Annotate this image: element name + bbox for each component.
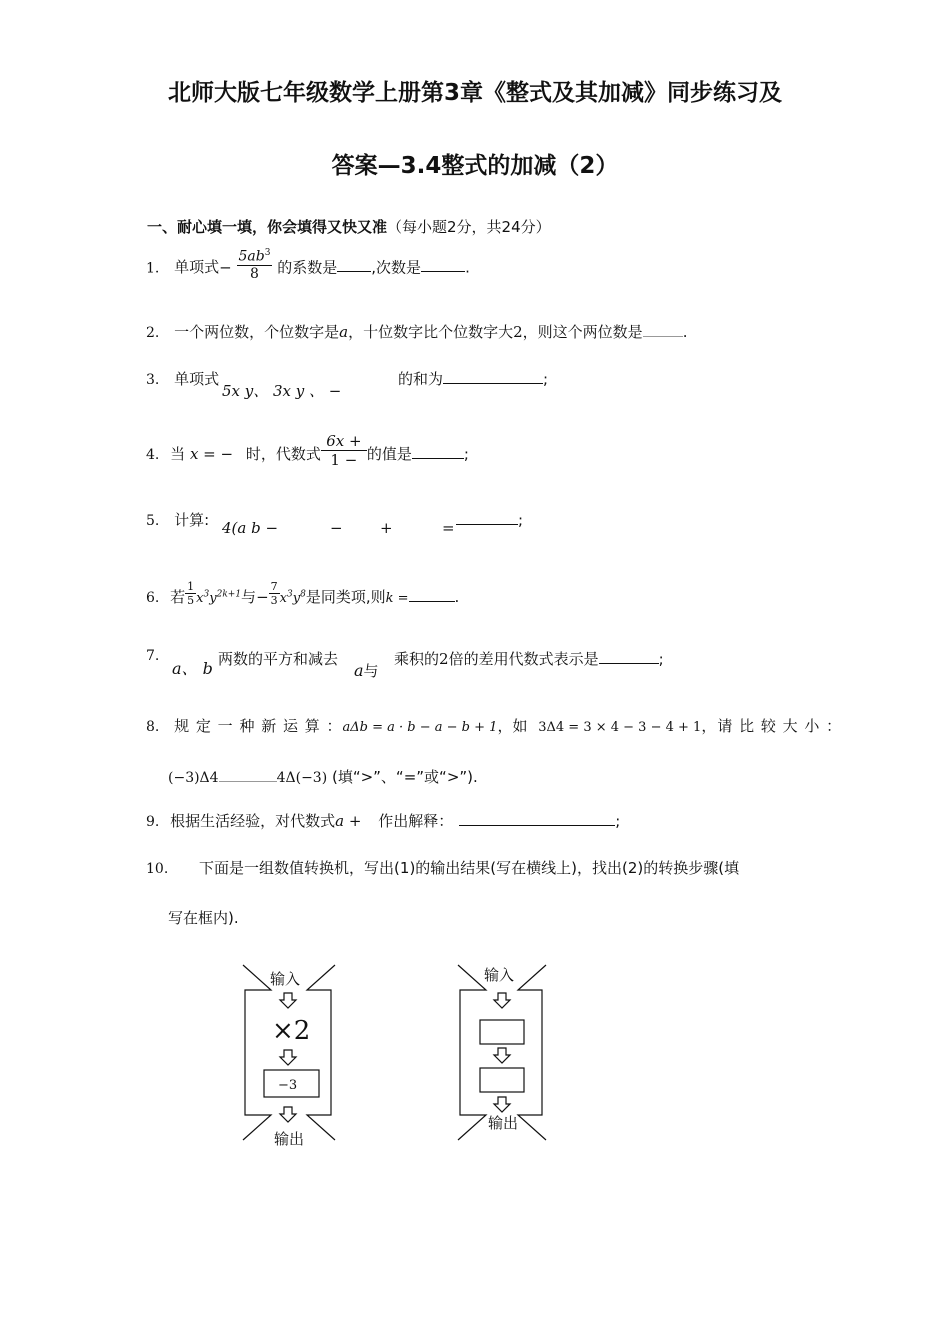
machine-1-frame-left [243, 965, 271, 1140]
q6-fraction-2 [269, 580, 280, 607]
question-number: 8. [146, 719, 160, 735]
down-arrow-icon [494, 1097, 510, 1112]
q4-fraction [321, 432, 367, 469]
machine-1-frame-right [307, 965, 335, 1140]
q6-blank[interactable] [409, 586, 455, 602]
q3-blank[interactable] [443, 368, 543, 384]
q1-blank-2[interactable] [421, 256, 465, 272]
q4-mid2: 的值是 [366, 445, 412, 463]
question-5 [146, 509, 209, 530]
machine-2-input-label: 输入 [484, 966, 515, 984]
q6-t1-exp2: 2k+1 [216, 589, 242, 600]
q8-example: 3Δ4 = 3 × 4 − 3 − 4 + 1 [538, 720, 702, 735]
q4-frac-bottom: 1 − [330, 451, 358, 469]
q6-t1-x: x [196, 591, 204, 606]
q4-blank[interactable] [412, 443, 464, 459]
q6-f2-bottom: 3 [270, 594, 278, 607]
question-number: 4. [146, 447, 160, 463]
q1-frac-exp: 3 [264, 248, 271, 258]
machine-2-step-box-2 [480, 1068, 524, 1092]
machine-2-frame-left [458, 965, 486, 1140]
q7-var2: a [354, 661, 364, 680]
q8-mid: ，如 [497, 717, 528, 735]
q6-fraction-1 [185, 580, 196, 607]
q5-answer [456, 509, 523, 529]
q6-mid2: 是同类项,则 [305, 588, 386, 606]
machine-1-step-2: −3 [278, 1078, 298, 1093]
machine-2-step-box-1 [480, 1020, 524, 1044]
q7-mid4: 倍的差用代数式表示是 [448, 650, 599, 668]
q6-f2-top: 7 [270, 580, 278, 593]
q6-f1-bottom: 5 [187, 594, 195, 607]
machine-1-step-1: ×2 [272, 1016, 311, 1046]
q2-number: 2 [513, 323, 523, 341]
q5-blank[interactable] [456, 509, 518, 525]
q6-neg: − [256, 588, 269, 606]
q8-blank[interactable] [219, 766, 277, 782]
q7-number: 7. [146, 648, 160, 664]
q6-term-2 [280, 591, 306, 606]
q6-var: k = [385, 591, 409, 606]
q7-var2-group [354, 660, 379, 681]
q7-end: ; [658, 650, 664, 668]
q7-text-1: 两数的平方和减去 [218, 650, 339, 668]
q6-t1-y: y [209, 591, 217, 606]
q4-condition: x = − [189, 445, 234, 463]
q9-mid: 作出解释： [378, 812, 454, 830]
q9-prefix: 根据生活经验，对代数式 [170, 812, 336, 830]
section-heading [147, 216, 551, 237]
question-8-line-2 [168, 766, 478, 787]
q7-number-2: 2 [439, 650, 449, 668]
q6-t1-exp1: 3 [203, 589, 210, 600]
q5-end: ; [518, 511, 524, 529]
q3-end: ; [543, 370, 549, 388]
down-arrow-icon [280, 993, 296, 1008]
q2-end: . [682, 323, 688, 341]
q6-f1-top: 1 [187, 580, 195, 593]
q3-mid: 的和为 [398, 370, 444, 388]
question-3 [146, 368, 219, 389]
q4-mid: 时，代数式 [245, 445, 321, 463]
question-1 [146, 248, 470, 282]
q1-prefix: 单项式 [174, 258, 220, 277]
question-7 [394, 648, 664, 669]
title-line-2: 答案—3.4整式的加减（2） [331, 153, 619, 179]
question-8 [146, 715, 842, 736]
q5-op2: + [380, 519, 393, 537]
q5-prefix: 计算: [174, 511, 210, 529]
down-arrow-icon [494, 1048, 510, 1063]
question-number: 6. [146, 590, 160, 606]
question-10 [146, 857, 739, 878]
q4-frac-top: 6x + [321, 432, 367, 451]
q1-frac-bottom: 8 [250, 265, 259, 282]
q1-mid: 的系数是 [277, 258, 338, 277]
section-title: 一、耐心填一填，你会填得又快又准 [147, 218, 388, 236]
q1-neg-sign: − [219, 258, 232, 277]
question-2 [146, 321, 687, 342]
q8-definition: aΔb = a · b − a − b + 1 [342, 720, 498, 735]
q9-expr: a + [335, 812, 362, 830]
question-6 [146, 580, 460, 607]
title-line-1: 北师大版七年级数学上册第3章《整式及其加减》同步练习及 [167, 80, 782, 106]
question-number: 1. [146, 260, 160, 277]
q3-prefix: 单项式 [174, 370, 220, 388]
q7-with: 与 [363, 662, 379, 680]
question-4 [146, 432, 469, 469]
q2-mid: ，十位数字比个位数字大 [348, 323, 514, 341]
q10-line-1: 下面是一组数值转换机，写出(1)的输出结果(写在横线上)，找出(2)的转换步骤(填 [199, 859, 740, 877]
q8-prefix: 规 定 一 种 新 运 算 ： [174, 717, 343, 735]
q7-vars: a、 b [172, 659, 213, 678]
q8-right-expr: 4Δ(−3) [276, 770, 328, 786]
q5-expr: 4(a b − [222, 519, 279, 537]
q7-mid3: 乘积的 [394, 650, 440, 668]
question-9 [146, 810, 620, 831]
q8-left-expr: (−3)Δ4 [168, 770, 219, 786]
q1-comma: , [371, 258, 377, 277]
q5-op3: = [442, 519, 455, 537]
q6-end: . [454, 588, 460, 606]
question-10-line-2: 写在框内). [168, 909, 239, 927]
q1-frac-top: 5ab [238, 248, 265, 265]
machine-1-output-label: 输出 [274, 1130, 305, 1148]
machine-2-frame-right [518, 965, 546, 1140]
question-number: 9. [146, 814, 160, 830]
q6-t2-exp2: 8 [300, 589, 306, 600]
question-number: 2. [146, 325, 160, 341]
q2-var: a [339, 323, 349, 341]
q1-fraction [237, 248, 273, 282]
q6-prefix: 若 [170, 588, 186, 606]
q6-t2-x: x [279, 591, 287, 606]
q3-math: 5x y、 3x y 、 − [222, 382, 342, 400]
question-number: 3. [146, 372, 160, 388]
q9-end: ; [615, 812, 621, 830]
q6-mid: 与 [241, 588, 257, 606]
q2-blank[interactable] [643, 321, 683, 337]
q8-end: ，请 比 较 大 小 ： [701, 717, 843, 735]
q4-prefix: 当 [170, 445, 186, 463]
q8-hint: (填“>”、“=”或“>”). [331, 768, 478, 786]
q7-blank[interactable] [599, 648, 659, 664]
q1-mid2: 次数是 [376, 258, 422, 277]
q6-t2-exp1: 3 [286, 589, 293, 600]
q1-blank-1[interactable] [337, 256, 371, 272]
q6-term-1 [196, 591, 241, 606]
q5-op1: − [330, 519, 343, 537]
question-number: 10. [146, 861, 169, 877]
down-arrow-icon [280, 1107, 296, 1122]
q1-end: . [465, 258, 470, 277]
down-arrow-icon [280, 1050, 296, 1065]
down-arrow-icon [494, 993, 510, 1008]
q2-prefix: 一个两位数，个位数字是 [174, 323, 340, 341]
section-note: （每小题2分，共24分） [387, 218, 551, 236]
question-number: 5. [146, 513, 160, 529]
q6-t2-y: y [292, 591, 301, 606]
q3-rest [398, 368, 548, 389]
q9-blank[interactable] [459, 810, 615, 826]
q2-mid2: ，则这个两位数是 [522, 323, 643, 341]
machine-1-input-label: 输入 [270, 970, 301, 988]
machine-2-output-label: 输出 [488, 1114, 519, 1132]
q4-end: ; [463, 445, 469, 463]
